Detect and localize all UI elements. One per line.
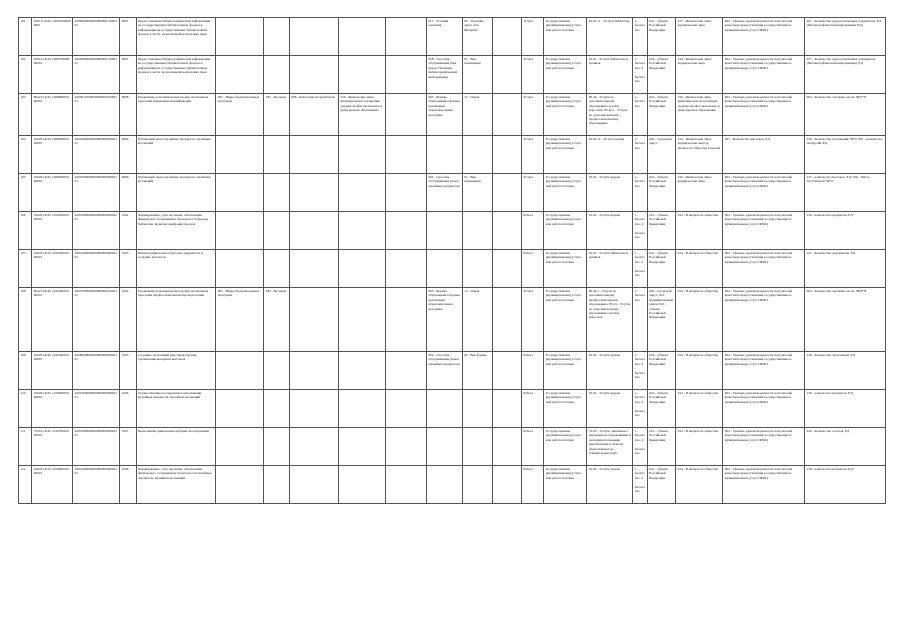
table-cell-c1 (216, 174, 264, 212)
table-cell-code: 910101.Р.45.1.00970009900001 (32, 56, 73, 94)
table-row (19, 390, 886, 428)
table-cell-lvl: 021 - субъект Российской Федерации (647, 390, 676, 428)
table-cell-volume: 137 - количество выставок, ЕД; 236 - Число посетителей, ЧЕЛ (805, 174, 886, 212)
table-cell-fee: 1 - бесплатно, 2 - бесплатно (633, 466, 647, 504)
table-cell-code: 722011.Р.45.1.01070001000001 (32, 428, 73, 466)
table-cell-code: 910201.Р.45.1.01030001000001 (32, 250, 73, 288)
table-cell-c3 (289, 174, 338, 212)
table-cell-c1 (216, 136, 264, 174)
table-cell-quality: 004 - Уровень удовлетворенности получателей качеством предоставления государственных и муниципальных услуг, ПРОЦ (723, 18, 805, 56)
table-cell-num: 101 (19, 18, 32, 56)
table-cell-empty (493, 428, 522, 466)
table-cell-reg: 200000000000000000011000301 (73, 18, 120, 56)
table-cell-volume: 037 - Количество предоставленных документов (библиографической информации), ЕД (805, 56, 886, 94)
table-cell-org: Государственная (муниципальная) услуга или работа платная (544, 212, 587, 250)
table-cell-m1: 002 - Способы обслуживания (показ музейных предметов) (426, 174, 462, 212)
table-cell-c1 (216, 352, 264, 390)
table-cell-org: Государственная (муниципальная) услуга или работа платная (544, 390, 587, 428)
table-cell-c3 (289, 428, 338, 466)
table-cell-m1 (426, 136, 462, 174)
table-cell-c5 (385, 466, 426, 504)
table-cell-kind: Работа (521, 212, 543, 250)
table-cell-c4 (338, 174, 385, 212)
table-cell-fee: 1 - бесплатно, 2 - бесплатно (633, 352, 647, 390)
table-cell-consumer: 014 - В интересах общества (676, 428, 723, 466)
table-cell-code: 910201.Р.45.1.01080001000001 (32, 466, 73, 504)
table-cell-lvl: 022 - городской округ; 023 - муниципальный район; 021 - субъект Российской Федерации (647, 288, 676, 352)
table-cell-empty (493, 94, 522, 136)
table-cell-y: 0107 (120, 428, 136, 466)
table-cell-quality: 004 - Уровень удовлетворенности получателей качеством предоставления государственных и муниципальных услуг, ПРОЦ (723, 352, 805, 390)
table-cell-org: Государственная (муниципальная) услуга или работа платная (544, 250, 587, 288)
table-cell-okved: 91.01.11 - Услуги библиотек (587, 18, 633, 56)
table-cell-fee: 1 - бесплатно (633, 288, 647, 352)
table-cell-empty (493, 212, 522, 250)
register-table (18, 17, 886, 504)
table-cell-kind: Услуга (521, 94, 543, 136)
table-cell-reg: 200010000000000000000000201 (73, 212, 120, 250)
table-cell-fee: 1 - бесплатно, 2 - бесплатно (633, 390, 647, 428)
table-cell-consumer: 014 - В интересах общества (676, 352, 723, 390)
table-cell-num: 104 (19, 136, 32, 174)
table-cell-kind: Работа (521, 250, 543, 288)
table-cell-name: Осуществление реставрации и консервации музейных предметов, музейных коллекций (136, 390, 216, 428)
table-cell-lvl: 021 - субъект Российской Федерации (647, 94, 676, 136)
table-cell-c5 (385, 56, 426, 94)
table-cell-org: Государственная (муниципальная) услуга или работа платная (544, 288, 587, 352)
table-cell-c5 (385, 18, 426, 56)
table-cell-fee: 1 - бесплатно (633, 174, 647, 212)
table-cell-c5 (385, 136, 426, 174)
table-cell-c2 (264, 18, 290, 56)
table-cell-consumer: 014 - В интересах общества (676, 250, 723, 288)
table-cell-num: 107 (19, 250, 32, 288)
table-cell-fee: 1 - бесплатно, 2 - бесплатно (633, 212, 647, 250)
table-cell-m1: 003 - Формы образования и формы реализации образовательных программ (426, 288, 462, 352)
table-cell-name: Создание экспозиций (выставок) музеев, организация выездных выставок (136, 352, 216, 390)
table-cell-reg: 200010000000000000000000101 (73, 466, 120, 504)
table-cell-num: 102 (19, 56, 32, 94)
table-cell-name: Публичный показ музейных предметов, музейных коллекций (136, 136, 216, 174)
table-cell-c5 (385, 352, 426, 390)
table-cell-y: 0105 (120, 352, 136, 390)
table-cell-c3 (289, 352, 338, 390)
table-cell-m1 (426, 250, 462, 288)
table-cell-lvl: 021 - субъект Российской Федерации (647, 352, 676, 390)
table-cell-kind: Работа (521, 466, 543, 504)
table-cell-m2: 00 - Удаленно через сеть Интернет (462, 18, 493, 56)
table-cell-m2: 02 - Вне формы (462, 352, 493, 390)
table-cell-num: 108 (19, 288, 32, 352)
table-row (19, 56, 886, 94)
table-cell-fee: 1 - бесплатно, 2 - бесплатно (633, 250, 647, 288)
table-cell-num: 103 (19, 94, 32, 136)
table-row (19, 466, 886, 504)
table-cell-lvl: 021 - субъект Российской Федерации (647, 56, 676, 94)
table-row (19, 352, 886, 390)
table-cell-reg: 200010000000000000000000101 (73, 390, 120, 428)
table-cell-c1 (216, 18, 264, 56)
table-cell-volume: 004 - Количество человеко-часов, ЧЕЛ*Ч (805, 94, 886, 136)
table-cell-m2 (462, 466, 493, 504)
table-cell-kind: Услуга (521, 288, 543, 352)
table-cell-empty (493, 56, 522, 94)
table-cell-quality: 004 - Уровень удовлетворенности получателей качеством предоставления государственных и муниципальных услуг, ПРОЦ (723, 390, 805, 428)
table-cell-org: Государственная (муниципальная) услуга или работа платная (544, 94, 587, 136)
table-cell-m2 (462, 136, 493, 174)
table-cell-c3 (289, 288, 338, 352)
table-cell-consumer: 019 - Физические лица; юридические лица (676, 56, 723, 94)
table-cell-reg: 200000000000000000011000301 (73, 56, 120, 94)
table-cell-consumer: 014 - В интересах общества (676, 466, 723, 504)
table-cell-code: 804212.Р.45.1.01040001000001 (32, 288, 73, 352)
table-cell-okved: 91.02 - Услуги музеев (587, 390, 633, 428)
table-cell-kind: Работа (521, 352, 543, 390)
table-cell-volume: 139 - количество предметов, ЕД (805, 212, 886, 250)
table-cell-empty (493, 466, 522, 504)
table-cell-reg: 200010000000000000000000101 (73, 250, 120, 288)
table-cell-c3 (289, 136, 338, 174)
table-cell-c2 (264, 174, 290, 212)
table-cell-m2: 13 - Очная (462, 288, 493, 352)
table-cell-kind: Услуга (521, 136, 543, 174)
table-cell-reg: 200800000000000000000000101 (73, 352, 120, 390)
table-cell-empty (493, 18, 522, 56)
table-cell-okved: 91.02 - Услуги музеев (587, 212, 633, 250)
table-cell-okved: 91.02 - Услуги музеев (587, 466, 633, 504)
table-cell-lvl: 022 - городской округ (647, 136, 676, 174)
table-row (19, 250, 886, 288)
table-cell-volume: 139 - количество предметов, ЕД (805, 390, 886, 428)
table-cell-c3: 008 - Категория потребителей (289, 94, 338, 136)
table-cell-name: Выполнение прикладных научных исследований (136, 428, 216, 466)
table-cell-c2: 032 - Без вида (264, 288, 290, 352)
table-cell-reg: 200010000000000000000000101 (73, 428, 120, 466)
table-cell-m2: 01 - Вне помещения (462, 174, 493, 212)
table-cell-c3 (289, 466, 338, 504)
table-cell-name: Формирование, учет, изучение, обеспечение физического сохранения и безопасности фондов библиотек, включая оцифровку фондов (136, 212, 216, 250)
table-cell-num: 111 (19, 428, 32, 466)
table-cell-c5 (385, 428, 426, 466)
table-cell-consumer: 014 - В интересах общества (676, 212, 723, 250)
register-rows (19, 18, 886, 504)
table-cell-code: 910201.Р.45.1.01060001000001 (32, 390, 73, 428)
table-cell-code: 910201.Р.45.1.01020001000001 (32, 212, 73, 250)
table-cell-reg: 200070000000000000010000101 (73, 288, 120, 352)
table-cell-y: 0108 (120, 466, 136, 504)
table-cell-name: Формирование, учет, изучение, обеспечение физического сохранения и безопасности музейных предметов, музейных коллекций (136, 466, 216, 504)
table-cell-quality: 004 - Уровень удовлетворенности получателей качеством предоставления государственных и муниципальных услуг, ПРОЦ (723, 174, 805, 212)
table-cell-lvl: 021 - субъект Российской Федерации (647, 250, 676, 288)
table-cell-c2 (264, 390, 290, 428)
table-cell-c1 (216, 466, 264, 504)
table-cell-consumer: 014 - В интересах общества (676, 288, 723, 352)
table-cell-num: 106 (19, 212, 32, 250)
table-cell-fee: 2 - бесплатно (633, 136, 647, 174)
table-cell-quality: 004 - Уровень удовлетворенности получателей качеством предоставления государственных и муниципальных услуг, ПРОЦ (723, 288, 805, 352)
table-cell-consumer: 019 - Физические лица; юридические лица (676, 174, 723, 212)
table-cell-m1 (426, 428, 462, 466)
table-cell-m1 (426, 466, 462, 504)
table-cell-m2: 13 - Очная (462, 94, 493, 136)
table-cell-quality: 007 - Количество выставок, ЕД (723, 136, 805, 174)
table-row (19, 288, 886, 352)
table-cell-empty (493, 390, 522, 428)
table-cell-c4 (338, 136, 385, 174)
table-cell-c4: 150 - Физические лица, имеющие или получающие среднее профессиональное и (или) высшее образование (338, 94, 385, 136)
table-cell-m1: 017 - Условия оказания (426, 18, 462, 56)
table-cell-y: 0106 (120, 390, 136, 428)
table-cell-org: Государственная (муниципальная) услуга или работа платная (544, 352, 587, 390)
table-cell-c2 (264, 56, 290, 94)
table-cell-kind: Услуга (521, 56, 543, 94)
table-cell-y: 0099 (120, 136, 136, 174)
table-cell-quality: 004 - Уровень удовлетворенности получателей качеством предоставления государственных и муниципальных услуг, ПРОЦ (723, 56, 805, 94)
table-cell-okved: 91.01 - Услуги библиотек и архивов (587, 56, 633, 94)
table-cell-org: Государственная (муниципальная) услуга или работа платная (544, 18, 587, 56)
table-cell-m1: 028 - Способы обслуживания (при предоставлении библиографической информации) (426, 56, 462, 94)
table-row (19, 174, 886, 212)
table-cell-empty (493, 250, 522, 288)
table-cell-kind: Услуга (521, 18, 543, 56)
table-cell-okved: 91.02 - Услуги музеев (587, 174, 633, 212)
table-cell-c4 (338, 288, 385, 352)
table-cell-reg: 200020000000000000000000101 (73, 136, 120, 174)
table-cell-m2: 01 - Вне помещения (462, 56, 493, 94)
table-cell-name: Библиографическая обработка документов и создание каталогов (136, 250, 216, 288)
table-cell-fee: 1 - бесплатно, 2 - бесплатно (633, 56, 647, 94)
table-cell-okved: 85.42 - Услуги по дополнительному образованию детей и взрослых; 85.42.1 - Услуги по дополнительному профессиональному образованию (587, 94, 633, 136)
table-cell-fee: 1 - бесплатно (633, 94, 647, 136)
table-cell-c4 (338, 212, 385, 250)
table-cell-empty (493, 352, 522, 390)
table-cell-c3 (289, 56, 338, 94)
table-cell-m1 (426, 390, 462, 428)
table-cell-c2 (264, 250, 290, 288)
table-row (19, 212, 886, 250)
table-cell-lvl: 021 - субъект Российской Федерации (647, 466, 676, 504)
table-cell-okved: 91.02.11 - Услуги музеев (587, 136, 633, 174)
table-cell-name: Публичный показ музейных предметов, музейных коллекций (136, 174, 216, 212)
table-cell-m1 (426, 212, 462, 250)
table-cell-org: Государственная (муниципальная) услуга или работа платная (544, 466, 587, 504)
table-cell-y: 0103 (120, 250, 136, 288)
table-cell-m1: 002 - Способы обслуживания (показ музейных предметов) (426, 352, 462, 390)
table-cell-empty (493, 174, 522, 212)
table-cell-empty (493, 136, 522, 174)
table-cell-c4 (338, 18, 385, 56)
table-cell-m2 (462, 212, 493, 250)
table-cell-c1 (216, 250, 264, 288)
table-cell-c4 (338, 466, 385, 504)
table-cell-c2 (264, 428, 290, 466)
table-cell-y: 0102 (120, 212, 136, 250)
table-row (19, 428, 886, 466)
table-cell-volume: 001 - Количество предоставленных документов, ЕД (библиографической информации, ЕД) (805, 18, 886, 56)
table-cell-c3 (289, 212, 338, 250)
table-cell-c4 (338, 56, 385, 94)
table-cell-num: 110 (19, 390, 32, 428)
table-cell-org: Государственная (муниципальная) услуга или работа платная (544, 428, 587, 466)
table-cell-empty (493, 288, 522, 352)
table-cell-c4 (338, 352, 385, 390)
table-cell-kind: Работа (521, 428, 543, 466)
table-cell-org: Государственная (муниципальная) услуга или работа платная (544, 56, 587, 94)
table-cell-y: 0097 (120, 56, 136, 94)
table-cell-volume: 138 - Количество экспозиций, ЕД (805, 352, 886, 390)
table-cell-c1: 005 - Виды образовательных программ (216, 94, 264, 136)
table-cell-kind: Услуга (521, 174, 543, 212)
table-cell-c5 (385, 212, 426, 250)
table-cell-lvl: 021 - субъект Российской Федерации (647, 174, 676, 212)
table-cell-okved: 91.02 - Услуги музеев (587, 352, 633, 390)
table-cell-c4 (338, 428, 385, 466)
table-cell-volume: 139 - количество предметов, ЕД (805, 466, 886, 504)
table-cell-c5 (385, 250, 426, 288)
table-cell-code: 910201.Р.45.1.01050001000001 (32, 352, 73, 390)
table-cell-name: Реализация дополнительных профессиональных программ повышения квалификации (136, 94, 216, 136)
table-cell-c3 (289, 250, 338, 288)
table-cell-num: 105 (19, 174, 32, 212)
table-row (19, 136, 886, 174)
table-cell-num: 109 (19, 352, 32, 390)
table-cell-lvl: 021 - субъект Российской Федерации (647, 212, 676, 250)
table-cell-c3 (289, 18, 338, 56)
table-cell-code: 910111.Р.45.1.00970009900001 (32, 18, 73, 56)
table-cell-quality: 004 - Уровень удовлетворенности получателей качеством предоставления государственных и муниципальных услуг, ПРОЦ (723, 428, 805, 466)
table-cell-quality: 004 - Уровень удовлетворенности получателей качеством предоставления государственных и муниципальных услуг, ПРОЦ (723, 212, 805, 250)
table-cell-consumer: 014 - Физические лица; юридические лица (в интересах общества в целом) (676, 136, 723, 174)
table-cell-org: Государственная (муниципальная) услуга или работа платная (544, 174, 587, 212)
table-cell-consumer: 014 - В интересах общества (676, 390, 723, 428)
table-cell-c4 (338, 250, 385, 288)
table-cell-volume: 121 - Количество документов, ЕД (805, 250, 886, 288)
table-cell-m2 (462, 428, 493, 466)
table-cell-c4 (338, 390, 385, 428)
table-cell-c1 (216, 428, 264, 466)
table-cell-m1: 003 - Формы образования и формы реализации образовательных программ (426, 94, 462, 136)
table-cell-okved: 72.20 - Услуги, связанные с научными исследованиями и экспериментальными разработками в области общественных и гуманитарных наук (587, 428, 633, 466)
table-cell-okved: 91.01 - Услуги библиотек и архивов (587, 250, 633, 288)
table-cell-kind: Работа (521, 390, 543, 428)
table-cell-c3 (289, 390, 338, 428)
table-cell-volume: 259 - Количество посещений, ЧЕЛ; 001 - количество экскурсий, ЕД (805, 136, 886, 174)
table-cell-lvl: 021 - субъект Российской Федерации (647, 18, 676, 56)
table-cell-volume: 042 - Количество отчетов, ЕД (805, 428, 886, 466)
table-cell-fee: 1 - бесплатно (633, 18, 647, 56)
table-cell-lvl: 021 - субъект Российской Федерации (647, 428, 676, 466)
table-cell-c2 (264, 352, 290, 390)
table-cell-c1: 005 - Виды образовательных программ (216, 288, 264, 352)
table-cell-consumer: 019 - Физические лица, имеющие или получающие среднее профессиональное и (или) высшее образование (676, 94, 723, 136)
table-cell-reg: 200001100000000000010000201 (73, 94, 120, 136)
table-cell-code: 910201.Р.45.1.00990001000001 (32, 174, 73, 212)
table-cell-c5 (385, 288, 426, 352)
table-cell-fee: 1 - бесплатно, 2 - бесплатно (633, 428, 647, 466)
table-cell-name: Предоставление библиографической информации из государственных библиотечных фондов и информации из государственных библиотечных фондов в части, не касающейся авторских прав (136, 18, 216, 56)
table-cell-y: 0099 (120, 174, 136, 212)
table-cell-c2: 032 - Без вида (264, 94, 290, 136)
table-cell-m2 (462, 390, 493, 428)
table-cell-code: 804212.Р.45.1.00980001000001 (32, 94, 73, 136)
table-cell-name: Реализация дополнительных профессиональных программ профессиональной переподготовки (136, 288, 216, 352)
table-cell-y: 0104 (120, 288, 136, 352)
table-cell-name: Предоставление библиографической информации из государственных библиотечных фондов и информации из государственных библиотечных фондов в части, не касающейся авторских прав (136, 56, 216, 94)
table-cell-consumer: 017 - Физические лица; юридические лица (676, 18, 723, 56)
table-cell-num: 112 (19, 466, 32, 504)
table-cell-c5 (385, 174, 426, 212)
table-cell-c2 (264, 212, 290, 250)
table-cell-c5 (385, 390, 426, 428)
table-cell-c1 (216, 212, 264, 250)
table-cell-code: 910201.Р.45.1.00990001000001 (32, 136, 73, 174)
table-cell-quality: 004 - Уровень удовлетворенности получателей качеством предоставления государственных и муниципальных услуг, ПРОЦ (723, 250, 805, 288)
table-cell-y: 0098 (120, 94, 136, 136)
table-cell-c1 (216, 390, 264, 428)
table-cell-reg: 200020000000000000000000101 (73, 174, 120, 212)
table-row (19, 94, 886, 136)
table-cell-c5 (385, 94, 426, 136)
table-cell-okved: 85.42.1 - Услуги по дополнительному профессиональному образованию; 85.41 - Услуги по дополнительному образованию детей и взрослых (587, 288, 633, 352)
table-cell-org: Государственная (муниципальная) услуга или работа платная (544, 136, 587, 174)
table-cell-c2 (264, 136, 290, 174)
table-cell-y: 0097 (120, 18, 136, 56)
table-cell-c1 (216, 56, 264, 94)
table-row (19, 18, 886, 56)
table-cell-quality: 004 - Уровень удовлетворенности получателей качеством предоставления государственных и муниципальных услуг, ПРОЦ (723, 466, 805, 504)
table-cell-quality: 004 - Уровень удовлетворенности получателей качеством предоставления государственных и муниципальных услуг, ПРОЦ (723, 94, 805, 136)
table-cell-m2 (462, 250, 493, 288)
table-cell-volume: 004 - Количество человеко-часов, ЧЕЛ*Ч (805, 288, 886, 352)
table-cell-c2 (264, 466, 290, 504)
